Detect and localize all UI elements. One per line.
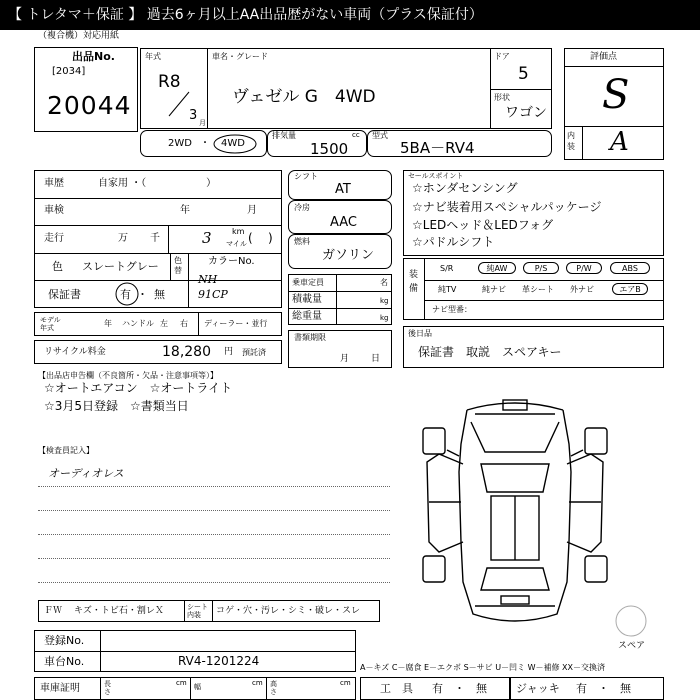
damage-fw: ＦＷ [44, 606, 63, 616]
model-year-label: モデル年式 [40, 316, 61, 332]
handle-left: 左 [160, 319, 168, 328]
subheader-text: （複合機）対応用紙 [38, 31, 120, 41]
equip-ps: P/S [523, 262, 559, 274]
certificate-cm-3: cm [340, 679, 351, 687]
weight-label: 総重量 [292, 311, 322, 322]
notes-label: 【出品店申告欄（不良箇所・欠品・注意事項等）】 [38, 371, 218, 380]
ac-value: AAC [330, 215, 357, 230]
model-year-unit: 年 [104, 319, 112, 328]
displacement-value: 1500 [310, 140, 349, 158]
equipment-label: 装備 [409, 270, 419, 294]
damage-sheet: シート内装 [187, 603, 208, 619]
registration-label: 登録No. [44, 634, 85, 647]
damage-legend: A－キズ C－腐食 E－エクボ S－サビ U－凹ミ W－補修 XX－交換済 [360, 663, 606, 672]
color-value: スレートグレー [82, 260, 159, 273]
vehicle-name: ヴェゼル G 4WD [232, 87, 376, 107]
equip-aw: 純AW [478, 262, 516, 274]
year-era: R8 [158, 72, 181, 92]
sales-point-2: ☆ナビ装着用スペシャルパッケージ [412, 200, 602, 214]
drive-4wd: 4WD [221, 138, 245, 149]
warranty-label: 保証書 [48, 288, 81, 301]
score-label: 評価点 [590, 52, 618, 62]
tools-value: 有 ・ 無 [432, 682, 487, 695]
mileage-km: km [232, 227, 245, 236]
inspection-year-unit: 年 [180, 205, 190, 216]
sales-point-3: ☆LEDヘッド＆LEDフォグ [412, 218, 554, 232]
mileage-label: 走行 [44, 233, 64, 244]
damage-sheet-items: コゲ・穴・汚レ・シミ・破レ・スレ [216, 606, 361, 616]
recycle-unit: 円 [224, 347, 234, 357]
door-value: 5 [518, 64, 529, 84]
inspection-label: 車検 [44, 205, 64, 216]
sales-point-1: ☆ホンダセンシング [412, 181, 518, 195]
color-change-label: 色替 [174, 256, 182, 275]
warranty-value: 有・無 [120, 288, 171, 301]
equip-sr: S/R [440, 264, 454, 273]
certificate-label: 車庫証明 [40, 683, 80, 694]
tools-label: 工 具 [380, 682, 413, 695]
notes-line-1: ☆オートエアコン ☆オートライト [44, 381, 233, 395]
score-value: S [602, 72, 630, 118]
certificate-height: 高さ [270, 680, 277, 696]
certificate-cm-2: cm [252, 679, 263, 687]
door-label: ドア [494, 52, 510, 61]
shape-label: 形状 [494, 93, 510, 102]
load-label: 積載量 [292, 294, 322, 305]
year-month: 3 [189, 108, 198, 123]
year-label: 年式 [145, 52, 161, 61]
damage-fw-items: キズ・トビ石・割レＸ [74, 606, 164, 616]
navi-model-label: ナビ型番： [432, 305, 472, 314]
inspector-label: 【検査員記入】 [38, 446, 94, 455]
mileage-paren: ( ) [248, 231, 273, 245]
mileage-value: 3 [202, 229, 212, 247]
spare-tire-icon [614, 604, 648, 638]
name-label: 車名・グレード [212, 52, 268, 61]
later-label: 後日品 [408, 329, 432, 338]
color-no: NH 91CP [198, 273, 228, 301]
shift-label: シフト [294, 172, 318, 181]
equip-airbag: エアB [612, 283, 648, 295]
load-unit: kg [380, 297, 389, 305]
spare-label: スペア [618, 641, 646, 651]
sales-point-4: ☆パドルシフト [412, 235, 495, 249]
interior-label: 内装 [567, 131, 575, 151]
equip-abs: ABS [610, 262, 650, 274]
weight-unit: kg [380, 314, 389, 322]
history-value: 自家用 ・（ ） [98, 178, 217, 189]
displacement-label: 排気量 [272, 131, 296, 140]
year-month-unit: 月 [199, 119, 206, 127]
history-label: 車歴 [44, 178, 64, 189]
displacement-unit: cc [352, 131, 360, 139]
chassis-label: 車台No. [44, 655, 85, 668]
handle-right: 右 [180, 319, 188, 328]
inspector-value: オーディオレス [48, 467, 124, 480]
mileage-mile: マイル [226, 240, 247, 248]
period-label: 書類期限 [294, 333, 326, 342]
page-title: 【 トレタマ＋保証 】 過去6ヶ月以上AA出品歴がない車両（プラス保証付） [8, 7, 483, 23]
certificate-length: 長さ [104, 680, 111, 696]
sales-points-label: セールスポイント [408, 172, 464, 180]
chassis-value: RV4-1201224 [178, 654, 260, 668]
equip-pw: P/W [566, 262, 602, 274]
notes-line-2: ☆3月5日登録 ☆書類当日 [44, 399, 189, 413]
lot-code: [2034] [52, 66, 86, 77]
drive-2wd: 2WD [168, 138, 192, 149]
ac-label: 冷房 [294, 203, 310, 212]
capacity-unit: 名 [380, 278, 388, 287]
equip-extnavi: 外ナビ [570, 285, 594, 294]
mileage-man: 万 [118, 233, 128, 244]
jack-value: 有 ・ 無 [576, 682, 631, 695]
jack-label: ジャッキ [516, 682, 560, 695]
model-label: 型式 [372, 131, 388, 140]
certificate-cm-1: cm [176, 679, 187, 687]
equip-tv: 純TV [438, 285, 457, 294]
recycle-note: 預託済 [242, 348, 266, 357]
shape-value: ワゴン [505, 105, 547, 121]
fuel-label: 燃料 [294, 237, 310, 246]
shift-value: AT [335, 182, 351, 197]
dealer-label: ディーラー・並行 [204, 319, 268, 328]
period-unit: 月日 [340, 354, 403, 364]
drive-sep: ・ [200, 138, 210, 149]
capacity-label: 乗車定員 [292, 278, 324, 287]
color-no-label: カラーNo. [208, 256, 255, 267]
inspection-month-unit: 月 [247, 205, 257, 216]
recycle-value: 18,280 [162, 344, 211, 360]
mileage-sen: 千 [150, 233, 160, 244]
later-value: 保証書 取説 スペアキー [418, 345, 562, 359]
model-value: 5BA－RV4 [400, 139, 475, 157]
certificate-width: 幅 [194, 683, 201, 691]
equip-leather: 革シート [522, 285, 554, 294]
interior-value: A [610, 127, 629, 157]
handle-label: ハンドル [122, 319, 154, 328]
fuel-value: ガソリン [322, 248, 375, 263]
lot-label: 出品No. [72, 50, 115, 63]
recycle-label: リサイクル料金 [44, 347, 106, 357]
lot-number: 20044 [47, 91, 132, 120]
equip-navi: 純ナビ [482, 285, 506, 294]
car-diagram [415, 392, 615, 632]
color-label: 色 [52, 260, 63, 273]
